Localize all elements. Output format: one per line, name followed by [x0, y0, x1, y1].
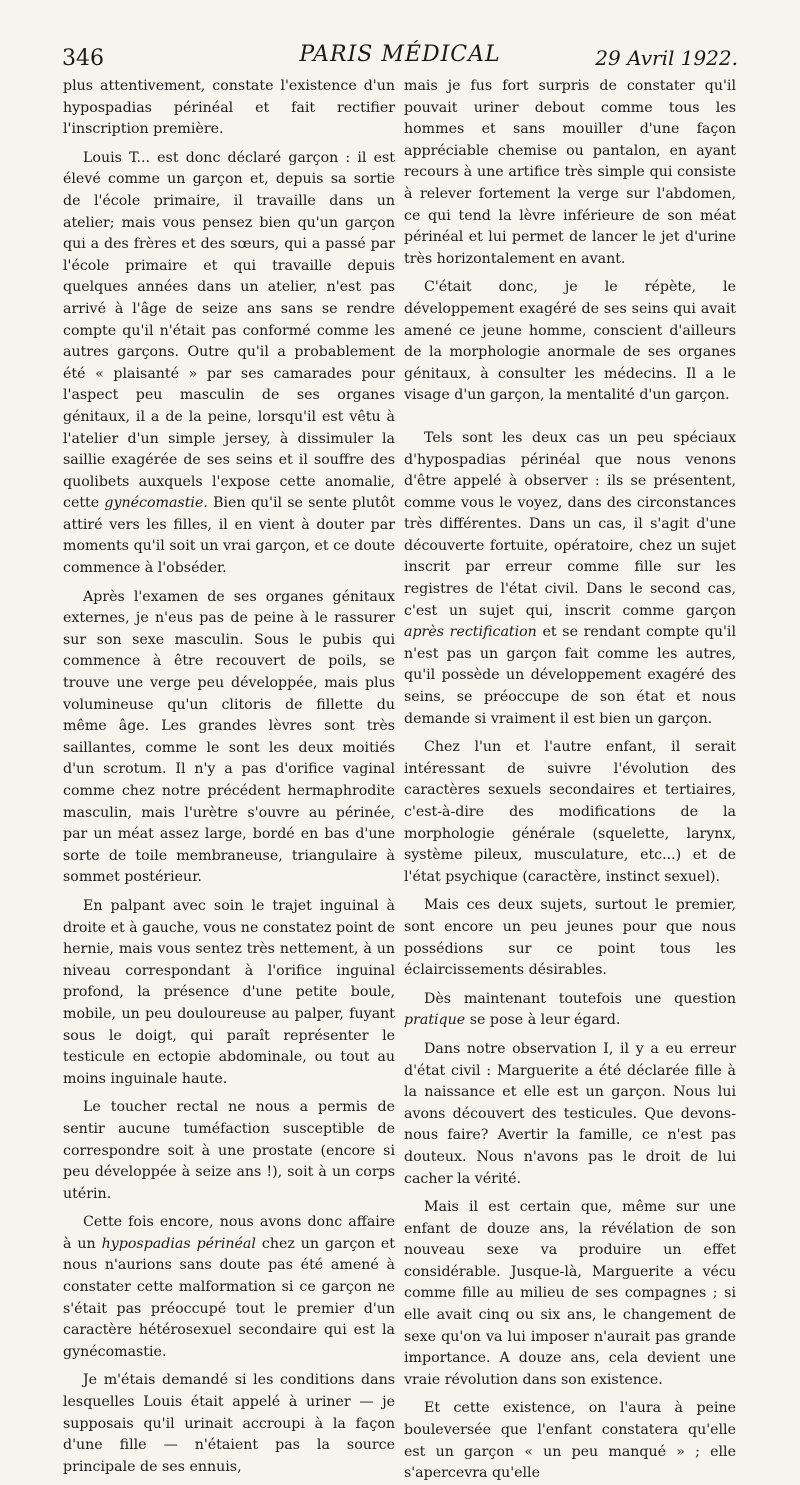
paragraph: C'était donc, je le répète, le développement exagéré de ses seins qui avait amené ce jeune homme, conscient d'ailleurs de la morphologie anormale de ses organes génitaux, à consulter les médecins. Il a le visage d'un garçon, la mentalité d'un garçon.	[404, 279, 736, 404]
italic-term: gynécomastie.	[104, 495, 208, 512]
paragraph-text: se pose à leur égard.	[469, 1012, 621, 1029]
paragraph: Je m'étais demandé si les conditions dans lesquelles Louis était appelé à uriner — je supposais qu'il urinait accroupi à la façon d'une fille — n'étaient pas la source principale de ses ennuis,	[63, 1372, 395, 1475]
paragraph: Dans notre observation I, il y a eu erreur d'état civil : Marguerite a été déclarée fille à la naissance et elle est un garçon. Nous lui avons découvert des testicules. Que devons-nous faire? Avertir la famille, ce n'est pas douteux. Nous n'avons pas le droit de lui cacher la vérité.	[404, 1040, 736, 1187]
page-number: 346	[62, 46, 104, 71]
paragraph-text: Tels sont les deux cas un peu spéciaux d'hypospadias périnéal que nous venons d'être appelé à observer : ils se présentent, comme vous le voyez, dans des circonstances très différentes. Dans un cas, il s'agit d'une découverte fortuite, opératoire, chez un sujet inscrit par erreur comme fille sur les registres de l'état civil. Dans le second cas, c'est un sujet qui, inscrit comme garçon	[404, 429, 736, 619]
paragraph: Mais il est certain que, même sur une enfant de douze ans, la révélation de son nouveau sexe va produire un effet considérable. Jusque-là, Marguerite a vécu comme fille au milieu de ses compagnes ; si elle avait cinq ou six ans, le changement de sexe qu'on va lui imposer n'aurait pas grande importance. A douze ans, cela devient une vraie révolution dans son existence.	[404, 1199, 736, 1388]
italic-term: après rectification	[404, 624, 537, 641]
paragraph-text: chez un garçon et nous n'aurions sans doute pas été amené à constater cette malformation si ce garçon ne s'était pas préoccupé tout le premier d'un caractère hétérosexuel secondaire qui est la gynécomastie.	[63, 1235, 396, 1360]
paragraph: Après l'examen de ses organes génitaux externes, je n'eus pas de peine à le rassurer sur son sexe masculin. Sous le pubis qui commence à être recouvert de poils, se trouve une verge peu développée, mais plus volumineuse qu'un clitoris de fillette du même âge. Les grandes lèvres sont très saillantes, comme le sont les deux moitiés d'un scrotum. Il n'y a pas d'orifice vaginal comme chez notre précédent hermaphrodite masculin, mais l'urètre s'ouvre au périnée, par un méat assez large, bordé en bas d'une sorte de toile membraneuse, triangulaire à sommet postérieur.	[63, 588, 395, 886]
paragraph	[63, 148, 395, 580]
paragraph: mais je fus fort surpris de constater qu'il pouvait uriner debout comme tous les hommes et sans mouiller d'une façon appréciable chemise ou pantalon, en ayant recours à une artifice très simple qui consiste à relever fortement la verge sur l'abdomen, ce qui tend la lèvre inférieure de son méat périnéal et lui permet de lancer le jet d'urine très horizontalement en avant.	[404, 78, 736, 267]
italic-term: hypospadias périnéal	[101, 1235, 256, 1252]
italic-term: pratique	[404, 1012, 466, 1029]
right-column	[404, 76, 736, 1485]
paragraph-text: Louis T... est donc déclaré garçon : il est élevé comme un garçon et, depuis sa sortie de l'école primaire, il travaille dans un atelier; mais vous pensez bien qu'un garçon qui a des frères et des sœurs, qui a passé par l'école primaire et qui travaille depuis quelques années dans un atelier, n'est pas arrivé à l'âge de seize ans sans se rendre compte qu'il n'était pas conformé comme les autres garçons. Outre qu'il a probablement été « plaisanté » par ses camarades pour l'aspect peu masculin de ses organes génitaux, il a de la peine, lorsqu'il est vêtu à l'atelier d'un simple jersey, à dissimuler la saillie exagérée de ses seins et il souffre des quolibets auxquels l'expose cette anomalie, cette	[63, 149, 395, 512]
paragraph	[404, 428, 736, 730]
journal-title: PARIS MÉDICAL	[299, 42, 501, 67]
issue-date: 29 Avril 1922.	[595, 46, 738, 70]
paragraph: plus attentivement, constate l'existence d'un hypospadias périnéal et fait rectifier l'inscription première.	[63, 78, 395, 138]
page-header	[62, 36, 738, 76]
paragraph: Mais ces deux sujets, surtout le premier, sont encore un peu jeunes pour que nous possédions sur ce point tous les éclaircissements désirables.	[404, 897, 736, 979]
paragraph-text: Cette fois encore, nous avons donc affaire à un	[63, 1214, 395, 1252]
paragraph-text: Dès maintenant toutefois une question	[424, 990, 736, 1007]
paragraph: En palpant avec soin le trajet inguinal à droite et à gauche, vous ne constatez point de hernie, mais vous sentez très nettement, à un niveau correspondant à l'orifice inguinal profond, la présence d'une petite boule, mobile, un peu douloureuse au palper, fuyant sous le doigt, qui paraît représenter le testicule en ectopie abdominale, ou tout au moins inguinale haute.	[63, 897, 395, 1087]
paragraph: Et cette existence, on l'aura à peine bouleversée que l'enfant constatera qu'elle est un garçon « un peu manqué » ; elle s'apercevra qu'elle	[404, 1400, 736, 1482]
paragraph-text: Bien qu'il se sente plutôt attiré vers les filles, il en vient à douter par moments qu'il soit un vrai garçon, et ce doute commence à l'obséder.	[63, 495, 395, 577]
paragraph: Le toucher rectal ne nous a permis de sentir aucune tuméfaction susceptible de correspondre soit à une prostate (encore si peu développée à seize ans !), soit à un corps utérin.	[63, 1099, 395, 1202]
left-column	[63, 76, 395, 1478]
paragraph-text: et se rendant compte qu'il n'est pas un garçon fait comme les autres, qu'il possède un développement exagéré des seins, se préoccupe de son état et nous demande si vraiment il est bien un garçon.	[404, 624, 736, 727]
paragraph	[63, 1212, 395, 1363]
paragraph: Chez l'un et l'autre enfant, il serait intéressant de suivre l'évolution des caractères sexuels secondaires et tertiaires, c'est-à-dire des modifications de la morphologie générale (squelette, larynx, système pileux, musculature, etc...) et de l'état psychique (caractère, instinct sexuel).	[404, 739, 736, 885]
paragraph	[404, 989, 736, 1032]
